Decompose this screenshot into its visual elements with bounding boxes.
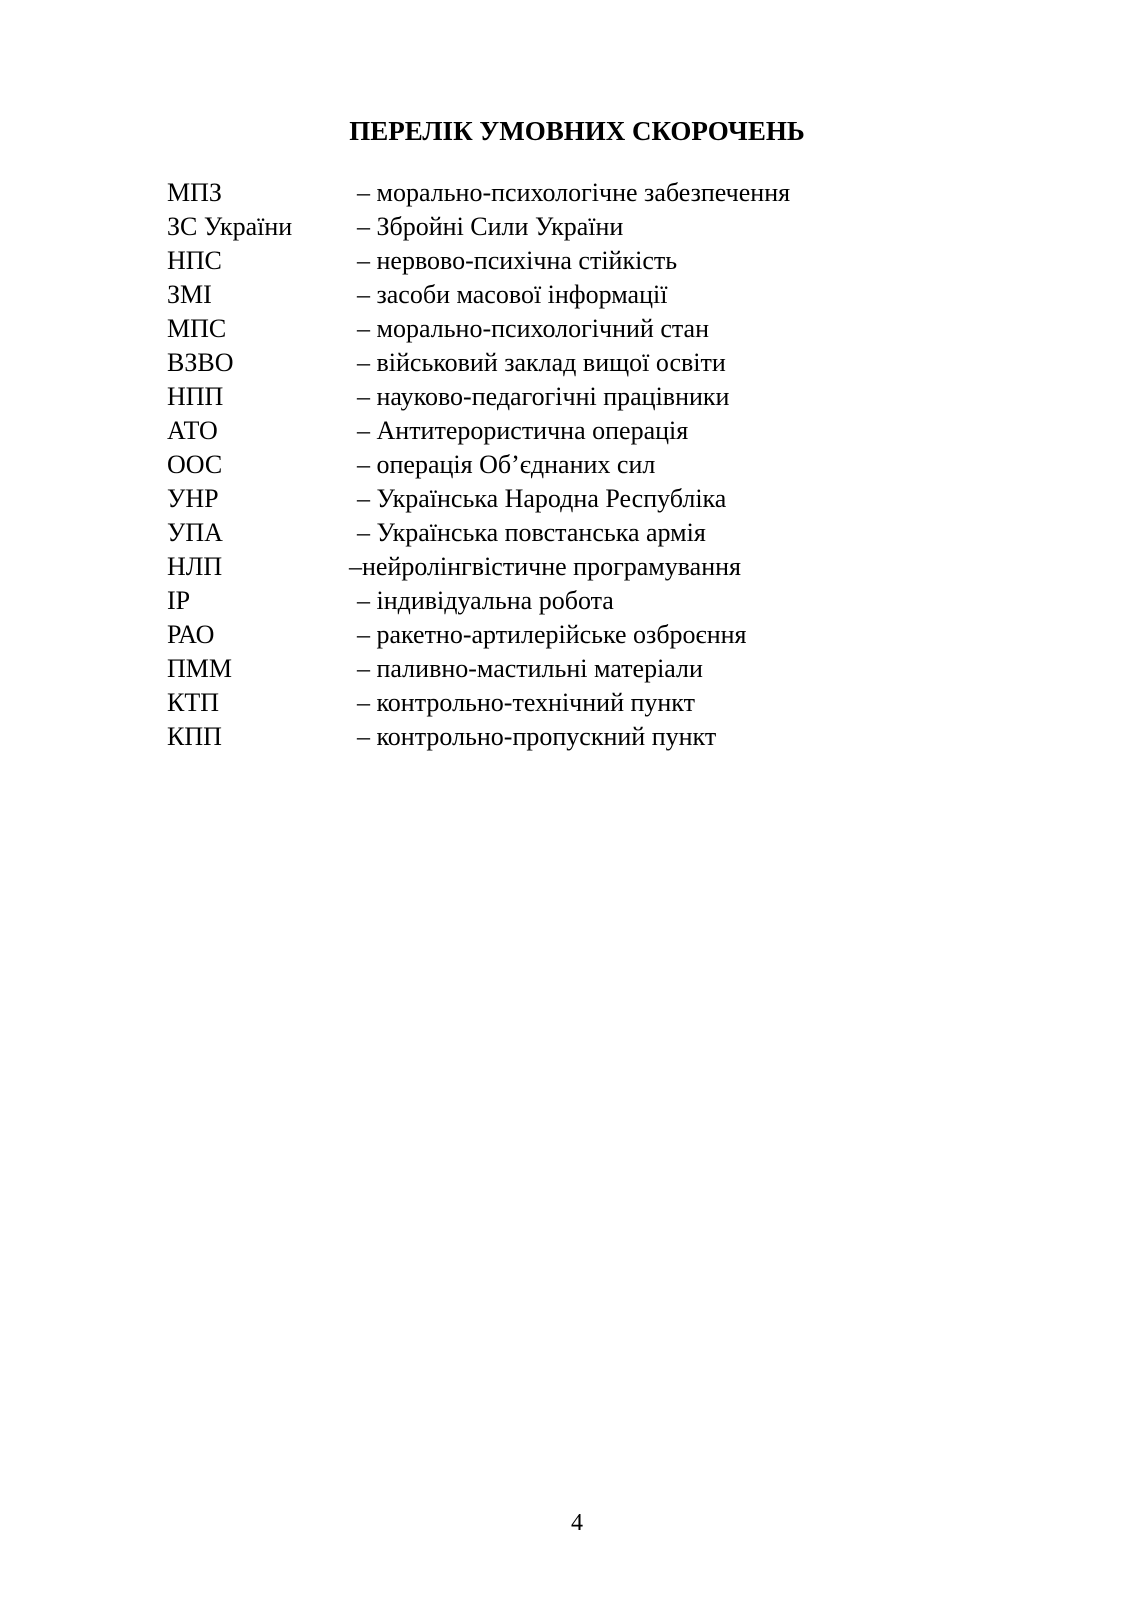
definition: – операція Об’єднаних сил [357, 450, 656, 479]
list-item [167, 686, 967, 720]
list-item [167, 278, 967, 312]
list-item [167, 584, 967, 618]
list-item [167, 618, 967, 652]
list-item [167, 720, 967, 754]
definition: – контрольно-технічний пункт [357, 688, 695, 717]
abbreviation: МПЗ [167, 178, 222, 207]
definition: – Збройні Сили України [357, 212, 624, 241]
abbreviation-list [167, 176, 967, 754]
abbreviation: УПА [167, 518, 223, 547]
list-item [167, 244, 967, 278]
definition: – морально-психологічне забезпечення [357, 178, 791, 207]
definition: – Українська повстанська армія [357, 518, 706, 547]
abbreviation: НЛП [167, 552, 223, 581]
abbreviation: РАО [167, 620, 215, 649]
list-item [167, 380, 967, 414]
abbreviation: ЗС України [167, 212, 293, 241]
definition: – контрольно-пропускний пункт [357, 722, 717, 751]
definition: – індивідуальна робота [357, 586, 614, 615]
definition: – науково-педагогічні працівники [357, 382, 730, 411]
list-item [167, 550, 967, 584]
definition: –нейролінгвістичне програмування [349, 552, 741, 581]
abbreviation: ВЗВО [167, 348, 234, 377]
list-item [167, 652, 967, 686]
page-number: 4 [571, 1510, 583, 1536]
abbreviation: МПС [167, 314, 227, 343]
list-item [167, 176, 967, 210]
definition: – ракетно-артилерійське озброєння [357, 620, 747, 649]
definition: – засоби масової інформації [357, 280, 668, 309]
list-item [167, 516, 967, 550]
abbreviation: ПММ [167, 654, 233, 683]
page-title: ПЕРЕЛІК УМОВНИХ СКОРОЧЕНЬ [349, 116, 805, 146]
abbreviation: АТО [167, 416, 218, 445]
definition: – нервово-психічна стійкість [357, 246, 678, 275]
list-item [167, 346, 967, 380]
definition: – морально-психологічний стан [357, 314, 710, 343]
definition: – паливно-мастильні матеріали [357, 654, 703, 683]
abbreviation: НПС [167, 246, 222, 275]
abbreviation: ООС [167, 450, 223, 479]
list-item [167, 482, 967, 516]
list-item [167, 414, 967, 448]
list-item [167, 312, 967, 346]
definition: – Українська Народна Республіка [357, 484, 727, 513]
list-item [167, 448, 967, 482]
abbreviation: НПП [167, 382, 224, 411]
abbreviation: ІР [167, 586, 191, 615]
abbreviation: КПП [167, 722, 222, 751]
abbreviation: КТП [167, 688, 219, 717]
abbreviation: УНР [167, 484, 219, 513]
abbreviation: ЗМІ [167, 280, 212, 309]
definition: – Антитерористична операція [357, 416, 689, 445]
list-item [167, 210, 967, 244]
definition: – військовий заклад вищої освіти [357, 348, 726, 377]
